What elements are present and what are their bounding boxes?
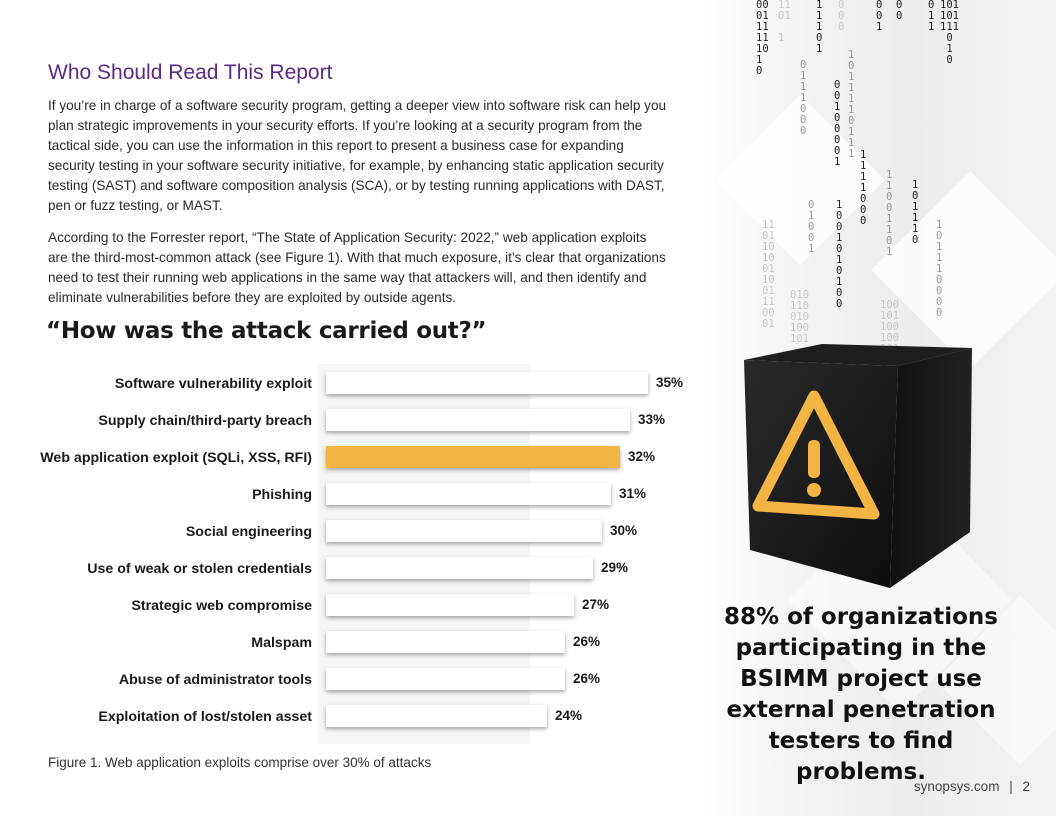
value-label: 31% bbox=[619, 486, 647, 501]
category-label: Strategic web compromise bbox=[131, 598, 312, 614]
value-label: 27% bbox=[582, 597, 610, 612]
value-label: 32% bbox=[628, 449, 656, 464]
forrester-paragraph: According to the Forrester report, “The State of Application Security: 2022,” web application exploits are the third-most-common attack (see Figure 1). With that much exposure, it’s clear that organizations need to test their running web applications in the same way that attackers will, and then identify and eliminate vulnerabilities before they are exploited by outside agents. bbox=[48, 229, 666, 305]
value-label: 26% bbox=[573, 634, 601, 649]
footer-separator: | bbox=[1009, 779, 1013, 794]
category-label: Supply chain/third-party breach bbox=[98, 413, 312, 429]
category-label: Software vulnerability exploit bbox=[114, 376, 312, 392]
category-label: Exploitation of lost/stolen asset bbox=[98, 709, 312, 725]
value-label: 29% bbox=[601, 560, 629, 575]
value-label: 33% bbox=[638, 412, 666, 427]
bar bbox=[326, 631, 565, 653]
bar bbox=[326, 705, 547, 727]
category-label: Use of weak or stolen credentials bbox=[87, 561, 312, 577]
page-footer bbox=[914, 779, 1030, 794]
binary-background: 00 01 11 11 10 1 0 11 01 1 1 1 1 0 1 0 0 0 0 0 1 0 0 0 1 1 101 101 111 0 1 0 0 1 1 1 0 0 0 0 0 1 0 0 0 0 1 1 0 1 1 1 1 0 1 1 1 1 1 1 1 0 0 0 1 1 0 0 1 1 0 1 1 0 1 1 1 0 0 1 0 0 1 1 0 0 1 0 1 0 1 0 0 11 01 10 10 01 10 01 11 00 01 1 0 1 1 1 0 0 0 0 010 110 010 100 101 100 101 100 100 bbox=[700, 0, 1056, 816]
category-label: Web application exploit (SQLi, XSS, RFI) bbox=[40, 450, 312, 466]
value-label: 35% bbox=[656, 375, 684, 390]
bsimm-callout: 88% of organizations participating in the BSIMM project use external penetration testers to find problems. bbox=[724, 604, 998, 785]
bar bbox=[326, 372, 648, 394]
category-label: Abuse of administrator tools bbox=[118, 672, 312, 688]
intro-paragraph: If you’re in charge of a software security program, getting a deeper view into software risk can help you plan strategic improvements in your security efforts. If you’re looking at a security program from the tactical side, you can use the information in this report to present a business case for expanding security testing in your software security initiative, for example, by enhancing static application security testing (SAST) and software composition analysis (SCA), or by testing running applications with DAST, pen or fuzz testing, or MAST. bbox=[48, 97, 667, 213]
value-label: 30% bbox=[610, 523, 638, 538]
category-label: Social engineering bbox=[185, 524, 312, 540]
value-label: 26% bbox=[573, 671, 601, 686]
footer-site-link[interactable]: synopsys.com bbox=[913, 779, 1000, 794]
bar bbox=[326, 668, 565, 690]
bar bbox=[326, 557, 593, 579]
bar bbox=[326, 409, 630, 431]
page-number: 2 bbox=[1022, 779, 1030, 794]
bar bbox=[326, 483, 611, 505]
bar bbox=[326, 594, 574, 616]
attack-bar-chart bbox=[0, 360, 700, 748]
bar bbox=[326, 520, 602, 542]
value-label: 24% bbox=[555, 708, 583, 723]
category-label: Phishing bbox=[252, 487, 312, 503]
bar-highlighted bbox=[326, 446, 620, 468]
section-heading: Who Should Read This Report bbox=[48, 61, 333, 85]
category-label: Malspam bbox=[251, 635, 312, 651]
chart-title: “How was the attack carried out?” bbox=[46, 318, 487, 344]
figure-caption: Figure 1. Web application exploits comprise over 30% of attacks bbox=[48, 755, 432, 770]
warning-cube bbox=[740, 336, 976, 596]
